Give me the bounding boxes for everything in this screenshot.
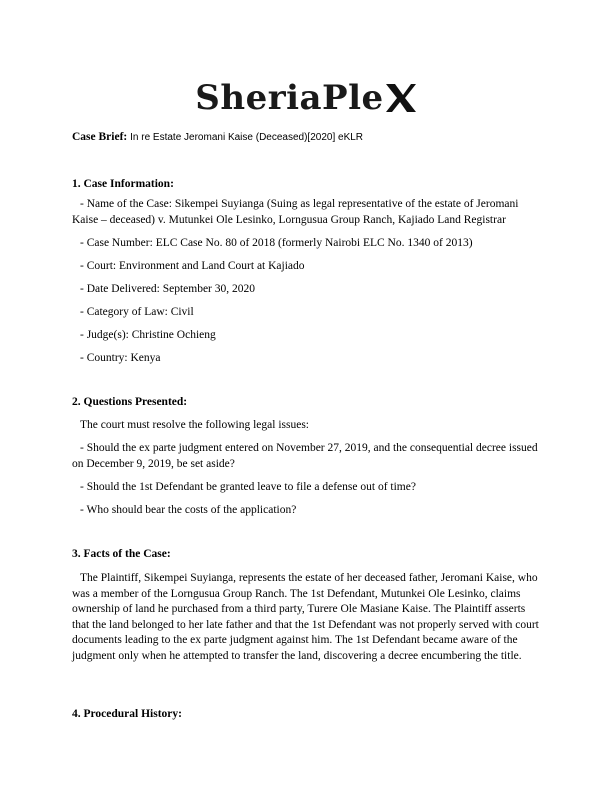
section-heading-procedural-history: 4. Procedural History:	[72, 708, 182, 720]
section-heading-facts: 3. Facts of the Case:	[72, 548, 171, 560]
case-category: - Category of Law: Civil	[80, 306, 194, 318]
question-2: - Should the 1st Defendant be granted leave to file a defense out of time?	[80, 481, 416, 493]
section-heading-questions: 2. Questions Presented:	[72, 396, 188, 408]
question-1: - Should the ex parte judgment entered on November 27, 2019, and the consequential decree issued on December 9, 2019, be set aside?	[72, 442, 538, 470]
case-court: - Court: Environment and Land Court at Kajiado	[80, 260, 305, 272]
question-3: - Who should bear the costs of the application?	[80, 504, 297, 516]
case-name: - Name of the Case: Sikempei Suyianga (Suing as legal representative of the estate of Jeromani Kaise – deceased) v. Mutunkei Ole Lesinko, Lorngusua Group Ranch, Kajiado Land Registrar	[72, 198, 519, 226]
sheriaplex-logo	[0, 78, 612, 118]
case-judges: - Judge(s): Christine Ochieng	[80, 329, 216, 341]
questions-intro: The court must resolve the following legal issues:	[80, 419, 309, 431]
case-date: - Date Delivered: September 30, 2020	[80, 283, 255, 295]
case-country: - Country: Kenya	[80, 352, 161, 364]
x-mark-icon	[385, 81, 417, 115]
case-brief-line	[72, 131, 363, 143]
logo-text: SheriaPle	[195, 78, 384, 118]
section-heading-case-information: 1. Case Information:	[72, 178, 174, 190]
case-number: - Case Number: ELC Case No. 80 of 2018 (formerly Nairobi ELC No. 1340 of 2013)	[80, 237, 473, 249]
case-brief-title: In re Estate Jeromani Kaise (Deceased)[2020] eKLR	[130, 132, 364, 143]
case-brief-label: Case Brief:	[72, 131, 128, 143]
facts-body: The Plaintiff, Sikempei Suyianga, represents the estate of her deceased father, Jeromani Kaise, who was a member of the Lorngusua Group Ranch. The 1st Defendant, Mutunkei Ole Lesinko, claims ownership of land he purchased from a third party, Turere Ole Masiane Kaise. The Plaintiff asserts that the land belonged to her late father and that the 1st Defendant was not properly served with court documents leading to the ex parte judgment against him. The 1st Defendant became aware of the judgment only when he attempted to transfer the land, discovering a decree encumbering the title.	[72, 572, 539, 662]
